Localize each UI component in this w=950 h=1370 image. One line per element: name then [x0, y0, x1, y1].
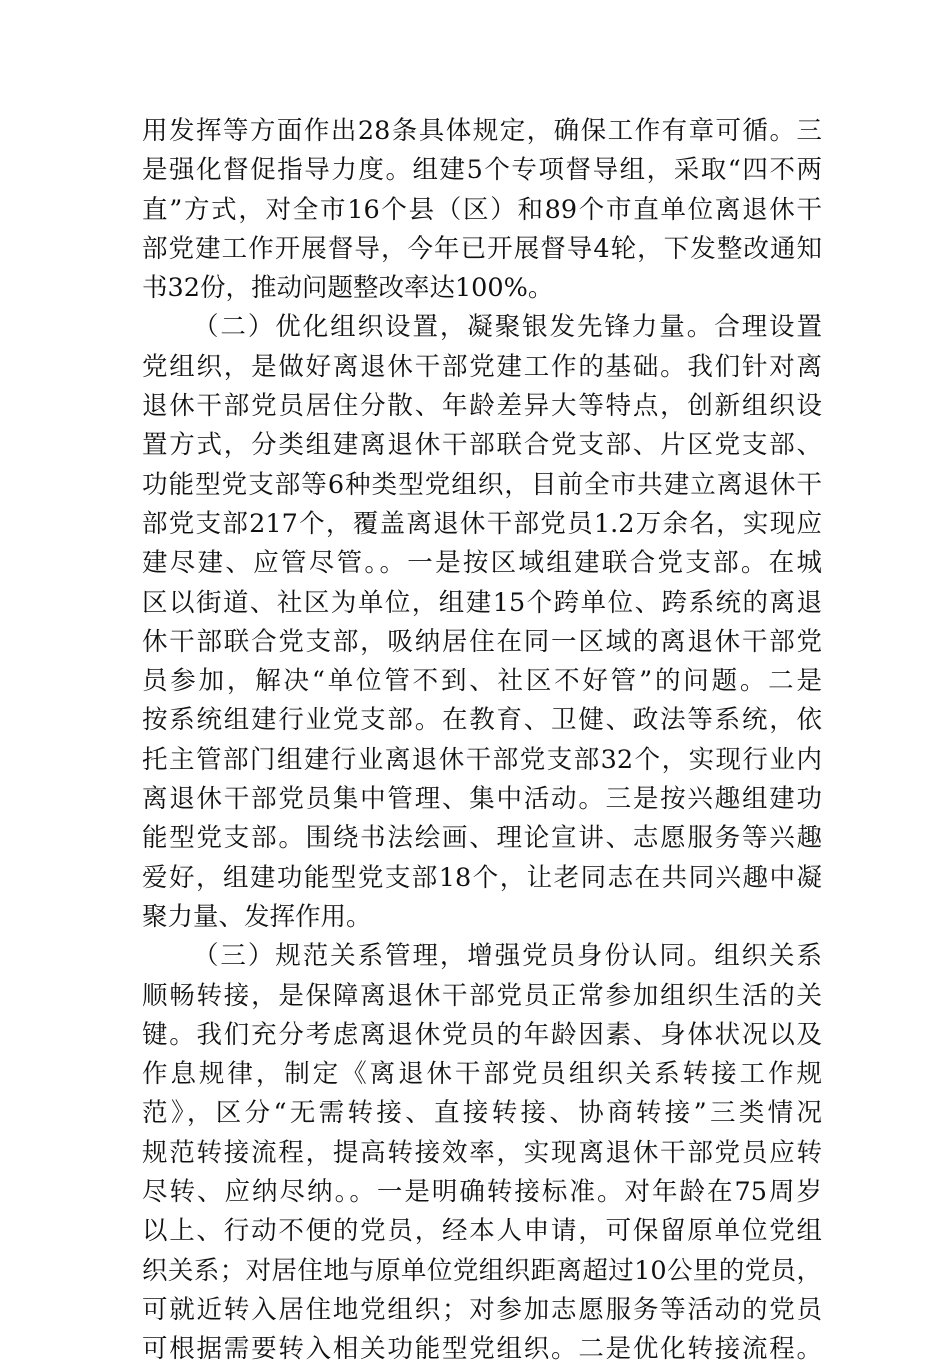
- text-line: 能型党支部。围绕书法绘画、理论宣讲、志愿服务等兴趣: [142, 823, 822, 854]
- text-line: 规范转接流程，提高转接效率，实现离退休干部党员应转: [142, 1137, 822, 1168]
- text-line: 顺畅转接，是保障离退休干部党员正常参加组织生活的关: [142, 980, 822, 1011]
- text-line: 部党建工作开展督导，今年已开展督导4轮，下发整改通知: [142, 233, 822, 264]
- text-line: 按系统组建行业党支部。在教育、卫健、政法等系统，依: [142, 705, 822, 736]
- text-line: 置方式，分类组建离退休干部联合党支部、片区党支部、: [142, 430, 822, 461]
- text-line: 休干部联合党支部，吸纳居住在同一区域的离退休干部党: [142, 626, 822, 657]
- text-line: 织关系；对居住地与原单位党组织距离超过10公里的党员，: [142, 1255, 822, 1286]
- text-line: 党组织，是做好离退休干部党建工作的基础。我们针对离: [142, 351, 822, 382]
- text-line: 键。我们充分考虑离退休党员的年龄因素、身体状况以及: [142, 1019, 822, 1050]
- text-line: 区以街道、社区为单位，组建15个跨单位、跨系统的离退: [142, 587, 822, 618]
- text-line: 尽转、应纳尽纳。。一是明确转接标准。对年龄在75周岁: [142, 1177, 822, 1208]
- text-line: 以上、行动不便的党员，经本人申请，可保留原单位党组: [142, 1216, 822, 1247]
- text-line: 退休干部党员居住分散、年龄差异大等特点，创新组织设: [142, 391, 822, 422]
- section-heading-line: （二）优化组织设置，凝聚银发先锋力量。合理设置: [193, 312, 822, 343]
- section-heading-line: （三）规范关系管理，增强党员身份认同。组织关系: [193, 941, 822, 972]
- text-line: 部党支部217个，覆盖离退休干部党员1.2万余名，实现应: [142, 508, 822, 539]
- text-line: 是强化督促指导力度。组建5个专项督导组，采取“四不两: [142, 155, 822, 186]
- text-line: 员参加，解决“单位管不到、社区不好管”的问题。二是: [142, 666, 822, 697]
- text-line: 可就近转入居住地党组织；对参加志愿服务等活动的党员: [142, 1294, 822, 1325]
- text-line: 功能型党支部等6种类型党组织，目前全市共建立离退休干: [142, 469, 822, 500]
- text-line: 建尽建、应管尽管。。一是按区域组建联合党支部。在城: [142, 548, 822, 579]
- text-line: 离退休干部党员集中管理、集中活动。三是按兴趣组建功: [142, 784, 822, 815]
- text-line: 可根据需要转入相关功能型党组织。二是优化转接流程。: [142, 1334, 822, 1365]
- text-line: 托主管部门组建行业离退休干部党支部32个，实现行业内: [142, 744, 822, 775]
- text-line: 书32份，推动问题整改率达100%。: [142, 273, 554, 304]
- text-line: 用发挥等方面作出28条具体规定，确保工作有章可循。三: [142, 116, 822, 146]
- text-line: 直”方式，对全市16个县（区）和89个市直单位离退休干: [142, 194, 822, 225]
- text-line: 作息规律，制定《离退休干部党员组织关系转接工作规: [142, 1059, 822, 1090]
- text-line: 范》，区分“无需转接、直接转接、协商转接”三类情况: [142, 1098, 822, 1129]
- body-text: [142, 112, 822, 1370]
- text-line: 爱好，组建功能型党支部18个，让老同志在共同兴趣中凝: [142, 862, 822, 893]
- text-line: 聚力量、发挥作用。: [142, 901, 372, 932]
